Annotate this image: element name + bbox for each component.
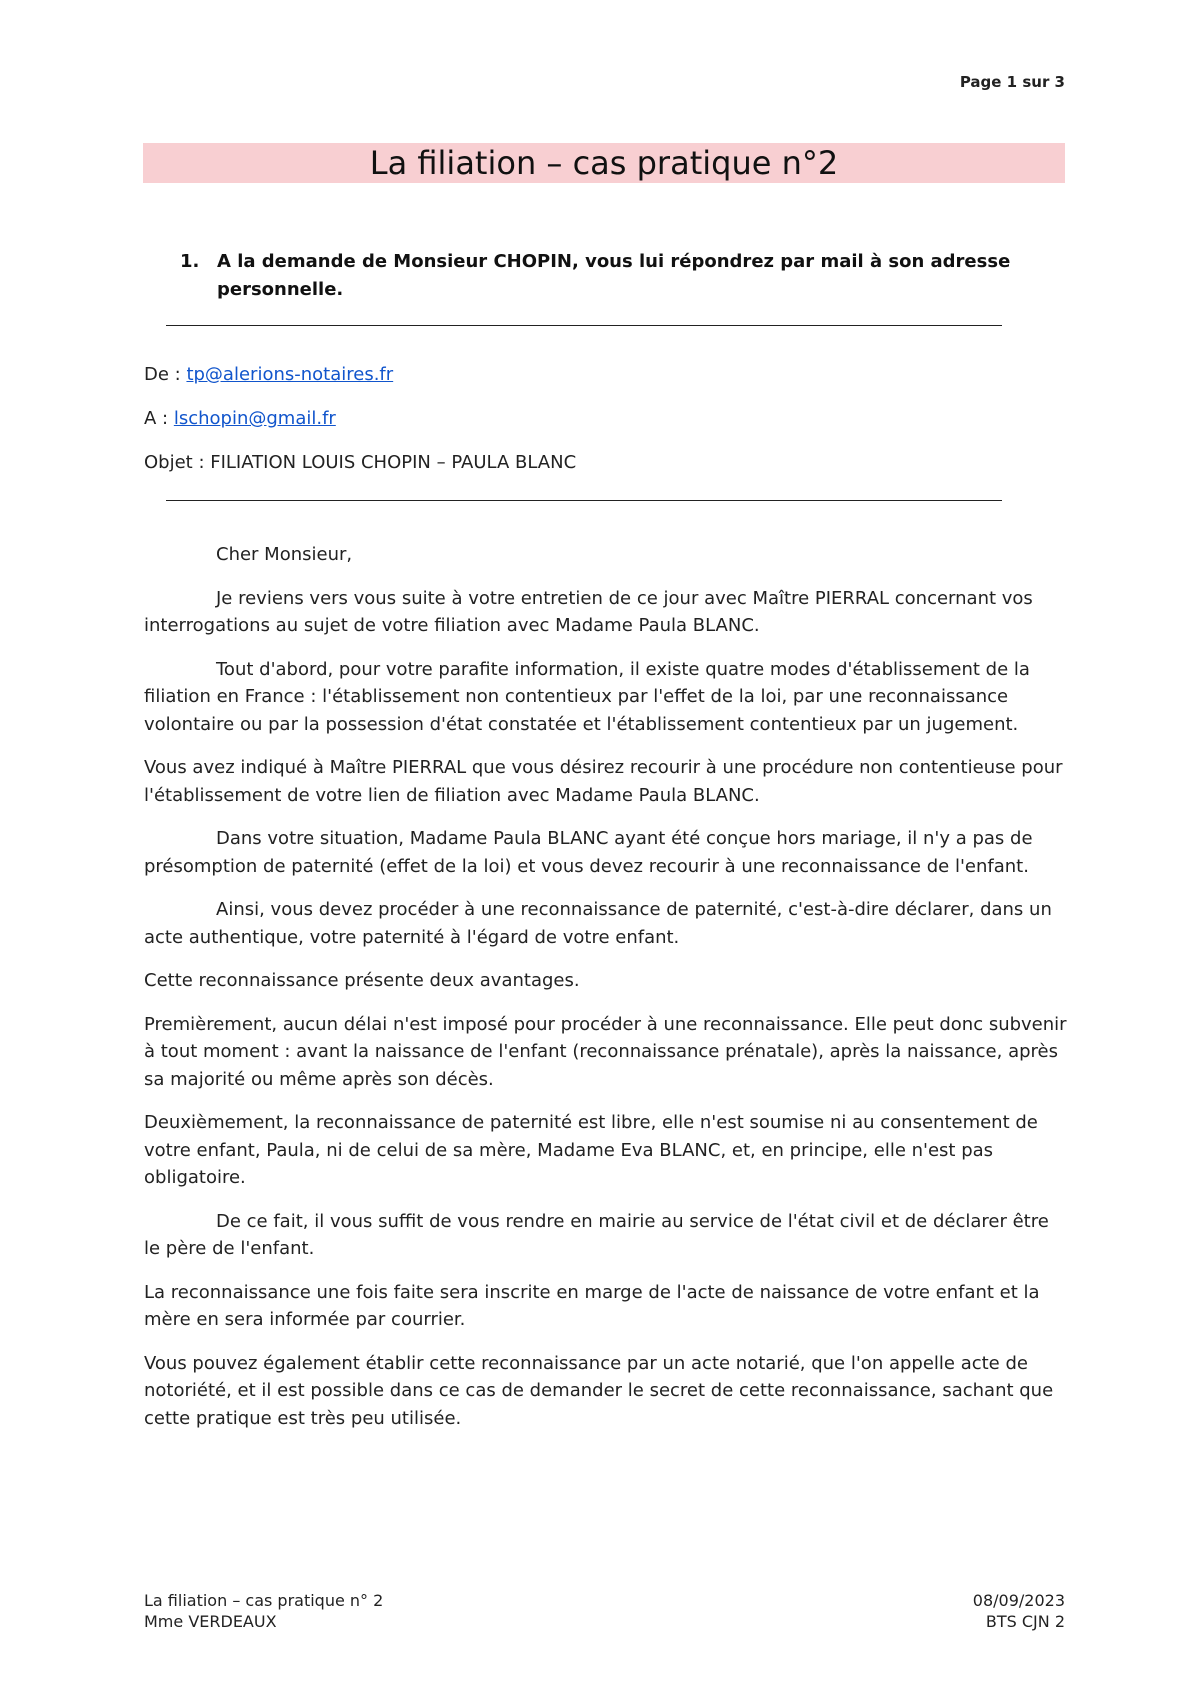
footer-document-title: La filiation – cas pratique n° 2 [144, 1591, 384, 1610]
footer-right [973, 1590, 1065, 1632]
letter-paragraph: Ainsi, vous devez procéder à une reconnaissance de paternité, c'est-à-dire déclarer, dans un acte authentique, votre paternité à l'égard de votre enfant. [144, 899, 1052, 948]
email-to-link[interactable]: lschopin@gmail.fr [173, 408, 336, 429]
letter-paragraph: Vous avez indiqué à Maître PIERRAL que vous désirez recourir à une procédure non contentieuse pour l'établissement de votre lien de filiation avec Madame Paula BLANC. [144, 757, 1063, 806]
email-to-line [144, 408, 336, 429]
footer-date: 08/09/2023 [972, 1591, 1065, 1610]
letter-body [144, 541, 1069, 1448]
email-from-label: De : [144, 364, 187, 385]
letter-paragraph: La reconnaissance une fois faite sera inscrite en marge de l'acte de naissance de votre enfant et la mère en sera informée par courrier. [144, 1281, 1040, 1330]
letter-greeting: Cher Monsieur, [216, 544, 353, 565]
letter-paragraph: Je reviens vers vous suite à votre entretien de ce jour avec Maître PIERRAL concernant vos interrogations au sujet de votre filiation avec Madame Paula BLANC. [144, 587, 1033, 636]
page-number: Page 1 sur 3 [959, 73, 1065, 91]
letter-paragraph: Vous pouvez également établir cette reconnaissance par un acte notarié, que l'on appelle acte de notoriété, et il est possible dans ce cas de demander le secret de cette reconnaissance, sachant que cette pratique est très peu utilisée. [144, 1352, 1054, 1429]
question-text: A la demande de Monsieur CHOPIN, vous lui répondrez par mail à son adresse personnelle. [217, 251, 1011, 300]
email-subject-value: FILIATION LOUIS CHOPIN – PAULA BLANC [210, 452, 577, 473]
email-header-bottom-rule [166, 500, 1002, 501]
email-subject-line [144, 452, 576, 473]
footer-left [144, 1590, 383, 1632]
email-to-label: A : [144, 408, 174, 429]
letter-paragraph: Tout d'abord, pour votre parafite information, il existe quatre modes d'établissement de la filiation en France : l'établissement non contentieux par l'effet de la loi, par une reconnaissance volontaire ou par la possession d'état constatée et l'établissement contentieux par un jugement. [144, 658, 1030, 735]
letter-paragraph: Cette reconnaissance présente deux avantages. [144, 970, 580, 991]
document-title: La filiation – cas pratique n°2 [143, 143, 1065, 183]
letter-paragraph: De ce fait, il vous suffit de vous rendre en mairie au service de l'état civil et de déclarer être le père de l'enfant. [144, 1210, 1049, 1259]
letter-paragraph: Premièrement, aucun délai n'est imposé pour procéder à une reconnaissance. Elle peut donc subvenir à tout moment : avant la naissance de l'enfant (reconnaissance prénatale), après la naissance, après sa majorité ou même après son décès. [144, 1013, 1067, 1090]
email-header-top-rule [166, 325, 1002, 326]
email-from-link[interactable]: tp@alerions-notaires.fr [186, 364, 394, 385]
letter-paragraph: Deuxièmement, la reconnaissance de paternité est libre, elle n'est soumise ni au consentement de votre enfant, Paula, ni de celui de sa mère, Madame Eva BLANC, et, en principe, elle n'est pas obligatoire. [144, 1112, 1038, 1188]
footer-class: BTS CJN 2 [985, 1612, 1065, 1631]
footer-author: Mme VERDEAUX [144, 1612, 277, 1631]
question-number: 1. [180, 251, 200, 272]
letter-paragraph: Dans votre situation, Madame Paula BLANC ayant été conçue hors mariage, il n'y a pas de présomption de paternité (effet de la loi) et vous devez recourir à une reconnaissance de l'enfant. [144, 828, 1033, 877]
email-subject-label: Objet : [144, 452, 211, 473]
email-from-line [144, 364, 393, 385]
question-item [180, 248, 1060, 304]
